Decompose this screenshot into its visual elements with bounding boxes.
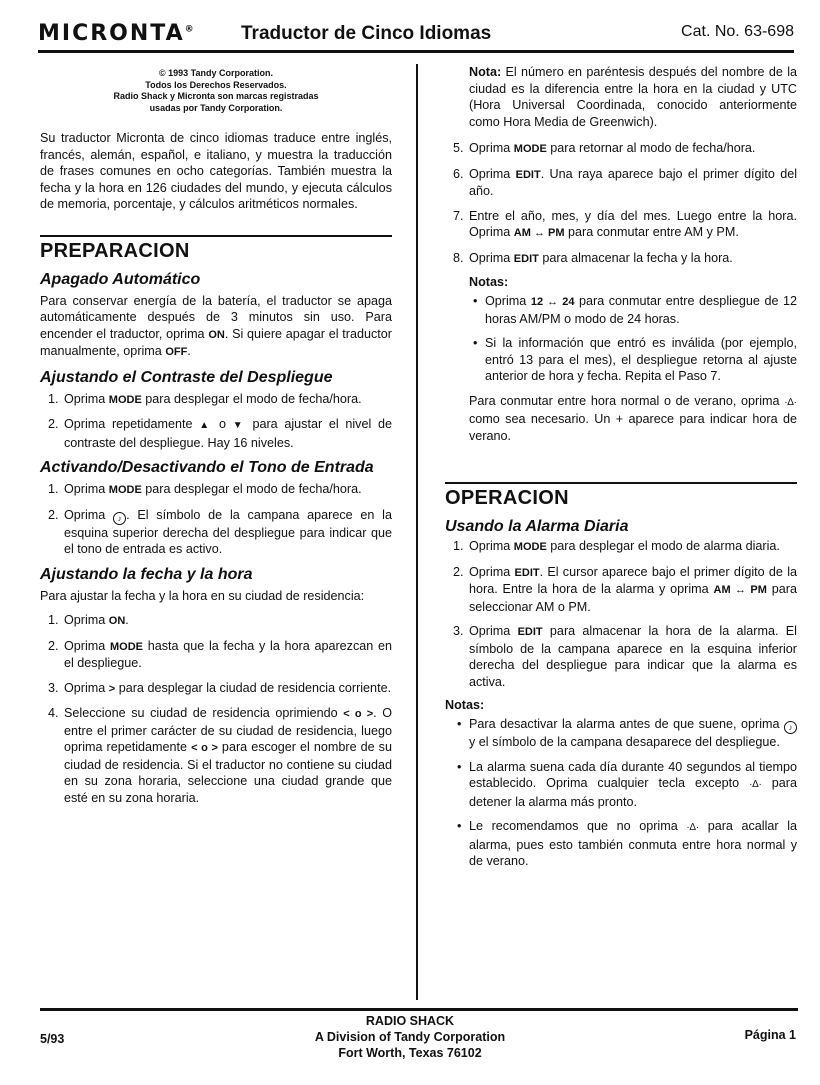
text: Oprima [469,539,514,553]
text: para detener la alarma más pronto. [469,776,797,809]
text: para almacenar la hora de la alarma. El símbolo de la campana aparece en la esquina inferior derecha del despliegue para indicar que la alarma es activa. [469,624,797,689]
nota-paragraph [469,64,797,130]
right-column [445,64,797,878]
key-12-24: 12 ↔ 24 [530,296,575,308]
text: para acallar la alarma, pues esto también conmuta entre hora normal y de verano. [469,819,797,868]
text: Oprima repetidamente [64,417,200,431]
text: Le recomendamos que no oprima [469,819,687,833]
list-item [453,818,797,870]
subheading-fecha: Ajustando la fecha y la hora [40,565,253,583]
text: para ajustar el nivel de contraste del despliegue. Hay 16 niveles. [64,417,392,450]
text: Oprima [64,507,114,522]
text: para seleccionar AM o PM. [469,582,797,614]
summer-time-icon: ·∆· [749,779,762,790]
bell-key-icon: ♪ [113,512,126,525]
column-divider [416,64,418,1000]
key-edit: EDIT [517,626,543,638]
up-arrow-icon: ▲ [199,420,213,431]
catalog-number: Cat. No. 63-698 [681,23,794,40]
key-mode: MODE [110,640,144,653]
text: . [187,344,191,358]
copyright-line: Todos los Derechos Reservados. [145,79,287,90]
list-item: • Si la información que entró es inválida (por ejemplo, entró 13 para el mes), el despliegue retorna al ajuste anterior de hora y fecha. Repita el Paso 7. [469,335,797,385]
section-heading-preparacion: PREPARACION [40,239,190,262]
step-number: 7. [453,208,464,223]
list-item [445,140,797,158]
text: Para conservar energía de la batería, el traductor se apaga automáticamente después de 3 minutos sin uso. Para encender el traductor, oprima [40,293,392,341]
footer-date: 5/93 [40,1032,65,1046]
copyright-line: usadas por Tandy Corporation. [149,102,283,113]
list-item [40,680,392,698]
key-off: OFF [165,346,188,358]
copyright-notice [40,68,392,114]
text: para escoger el nombre de su ciudad de residencia. Si el traductor no contiene su ciudad en su zona horaria, seleccione una ciudad grande que esté en su zona horaria. [64,740,392,805]
text: Entre el año, mes, y día del mes. Luego entre la hora. Oprima [469,208,797,239]
list-item [445,166,797,200]
key-edit: EDIT [513,252,539,265]
text: como sea necesario. Un [469,412,616,426]
fecha-notes [469,293,797,385]
text: . [125,613,129,627]
fecha-steps-left [40,612,392,806]
text: Oprima [64,680,109,695]
step-number: 8. [453,250,464,265]
step-number: 1. [48,391,59,406]
text: Seleccione su ciudad de residencia oprimiendo [64,706,344,720]
key-mode: MODE [108,393,142,406]
text: . O entre el primer carácter de su ciudad de residencia, luego oprima repetidamente [64,706,393,754]
tono-steps [40,481,392,558]
text: Oprima [469,624,518,638]
list-item [40,481,392,499]
brand-logo: MICRONTA® [38,21,194,46]
key-edit: EDIT [514,566,540,579]
key-on: ON [108,615,126,627]
list-item [40,612,392,630]
footer-line: RADIO SHACK [365,1014,455,1028]
text: La alarma suena cada día durante 40 segundos al tiempo establecido. Oprima cualquier tecla excepto [469,759,797,790]
list-item [40,638,392,672]
text: Oprima [469,250,514,265]
text: Oprima [64,638,111,653]
step-number: 5. [453,141,464,155]
bell-key-icon: ♪ [784,721,797,734]
key-left-right: < o > [191,742,218,754]
plus-symbol: + [615,412,624,426]
header-rule [38,50,794,53]
footer-publisher [220,1013,600,1061]
page-header [38,20,794,48]
section-rule [445,482,797,484]
text: Para conmutar entre hora normal o de verano, oprima [469,393,785,408]
verano-paragraph [469,393,797,445]
notas-label: Notas: [445,698,485,712]
step-number: 1. [48,613,59,627]
text: El número en paréntesis después del nombre de la ciudad es la diferencia entre la hora en la ciudad y UTC (Hora Universal Coordinada, conocido anteriormente como Hora Media de Greenwich). [469,65,797,129]
text: para desplegar la ciudad de residencia corriente. [115,680,392,695]
fecha-steps-right [445,140,797,267]
notas-label: Notas: [469,275,509,289]
section-rule [40,235,392,237]
step-number: 1. [48,482,59,496]
down-arrow-icon: ▼ [232,420,246,431]
text: . El símbolo de la campana aparece en la esquina superior derecha del despliegue para indicar que el tono de entrada es activo. [64,507,392,556]
text: para desplegar el modo de alarma diaria. [546,539,780,553]
text: Oprima [485,294,531,308]
list-item [445,623,797,690]
text: para desplegar el modo de fecha/hora. [141,482,362,496]
page-number: Página 1 [744,1028,796,1042]
key-on: ON [208,328,225,341]
text: Oprima [64,391,109,406]
text: Oprima [469,166,516,181]
footer-rule [40,1008,798,1011]
text: para almacenar la fecha y la hora. [538,250,733,265]
step-number: 2. [453,564,464,579]
list-item [453,716,797,751]
text: para conmutar entre despliegue de 12 horas AM/PM o modo de 24 horas. [485,294,797,326]
text: o [212,417,233,431]
key-mode: MODE [513,143,547,155]
alarma-steps [445,538,797,690]
key-right: > [108,682,116,695]
text: . Una raya aparece bajo el primer dígito del año. [469,166,797,198]
list-item [40,391,392,409]
step-number: 2. [48,507,59,522]
list-item [469,293,797,327]
alarma-notes [453,716,797,870]
step-number: 2. [48,638,59,653]
key-mode: MODE [108,484,142,496]
step-number: 1. [453,539,464,553]
key-mode: MODE [513,541,547,553]
list-item [40,416,392,451]
list-item [445,538,797,556]
list-item [445,564,797,616]
step-number: 4. [48,706,59,720]
step-number: 6. [453,166,464,181]
fecha-lead: Para ajustar la fecha y la hora en su ciudad de residencia: [40,588,365,603]
spacer [445,444,797,482]
summer-time-icon: ·∆· [784,396,797,408]
nota-label: Nota: [469,65,502,79]
left-column [40,64,392,814]
text: y el símbolo de la campana desaparece del despliegue. [469,735,780,749]
subheading-apagado: Apagado Automático [40,270,201,288]
key-left-right: < o > [343,708,374,720]
intro-paragraph: Su traductor Micronta de cinco idiomas traduce entre inglés, francés, alemán, español, e italiano, y muestra la traducción de frases comunes en ocho categorías. También muestra la fecha y la hora en 126 ciudades del mundo, y ejecuta cálculos de memoria, porcentaje, y cálculos aritméticos normales. [40,131,392,211]
text: Para desactivar la alarma antes de que suene, oprima [469,717,784,731]
list-item [445,250,797,268]
text: . El cursor aparece bajo el primer dígito de la hora. Entre la hora de la alarma y oprima [469,564,797,596]
step-number: 3. [48,680,59,695]
text: para retornar al modo de fecha/hora. [546,141,756,155]
text: hasta que la fecha y la hora aparezcan en el despliegue. [64,638,393,670]
footer-line: Fort Worth, Texas 76102 [338,1046,482,1060]
text: Oprima [64,482,109,496]
footer-line: A Division of Tandy Corporation [314,1030,506,1044]
copyright-line: © 1993 Tandy Corporation. [159,68,273,78]
key-am-pm: AM ↔ PM [713,584,767,596]
contraste-steps [40,391,392,452]
text: Oprima [469,141,514,155]
step-number: 3. [453,624,464,638]
text: . Si quiere apagar el traductor manualmente, oprima [40,326,393,358]
subheading-alarma: Usando la Alarma Diaria [445,518,629,535]
list-item [445,208,797,242]
key-edit: EDIT [515,168,541,181]
key-am-pm: AM ↔ PM [513,227,565,239]
section-heading-operacion: OPERACION [445,487,569,509]
text: Oprima [469,564,515,579]
list-item [40,507,392,558]
text: aparece para indicar hora de verano. [469,412,797,443]
list-item [453,759,797,811]
text: para desplegar el modo de fecha/hora. [141,391,362,406]
text: Oprima [64,613,109,627]
apagado-paragraph [40,293,392,361]
document-title: Traductor de Cinco Idiomas [241,23,492,44]
step-number: 2. [48,417,59,431]
text: para conmutar entre AM y PM. [564,225,739,239]
list-item [40,705,392,806]
subheading-contraste: Ajustando el Contraste del Despliegue [40,368,333,386]
summer-time-icon: ·∆· [686,822,700,833]
subheading-tono: Activando/Desactivando el Tono de Entrada [40,459,374,476]
copyright-line: Radio Shack y Micronta son marcas registradas [113,91,319,101]
